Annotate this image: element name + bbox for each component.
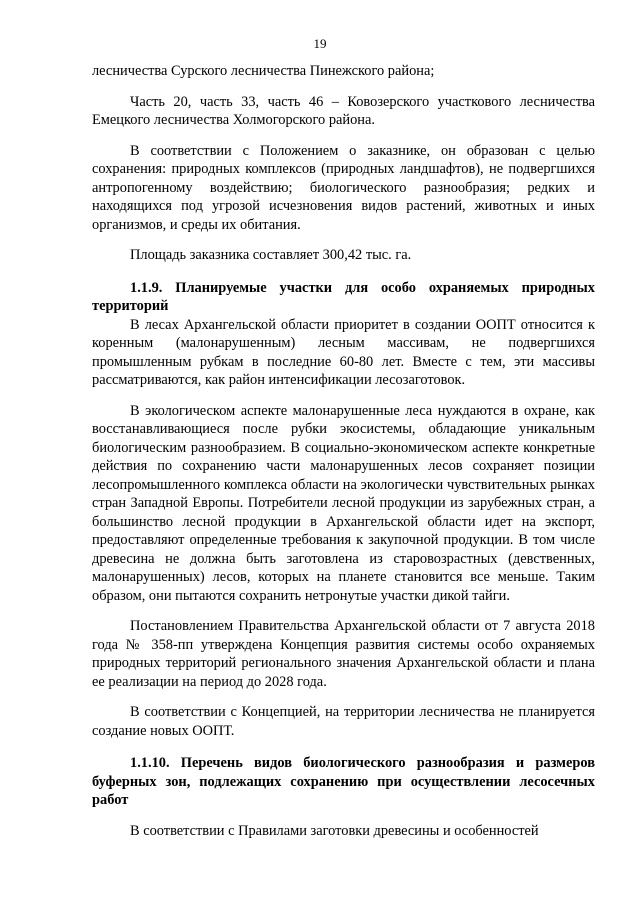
paragraph-government-decree: Постановлением Правительства Архангельской области от 7 августа 2018 года № 358-пп утверждена Концепция развития системы особо охраняемых природных территорий регионального значения Архангельской области и плана ее реализации на период до 2028 года. (92, 618, 595, 690)
paragraph-reserve-purpose: В соответствии с Положением о заказнике, он образован с целью сохранения: природных комплексов (природных ландшафтов), не подвергшихся антропогенному воздействию; биологического разнообразия; редких и находящихся под угрозой исчезновения видов растений, животных и иных организмов, и среды их обитания. (92, 142, 595, 233)
paragraph-no-new-areas: В соответствии с Концепцией, на территории лесничества не планируется создание новых ООПТ. (92, 704, 595, 739)
paragraph-priority-forests: В лесах Архангельской области приоритет в создании ООПТ относится к коренным (малонарушенным) лесным массивам, не подвергшихся промышленным рубкам в последние 60-80 лет. Вместе с тем, эти массивы рассматриваются, как район интенсификации лесозаготовок. (92, 316, 595, 388)
paragraph-kovozero: Часть 20, часть 33, часть 46 – Ковозерского участкового лесничества Емецкого лесничества Холмогорского района. (92, 93, 595, 128)
section-heading-1-1-9: 1.1.9. Планируемые участки для особо охраняемых природных территорий (92, 279, 595, 314)
section-heading-1-1-10: 1.1.10. Перечень видов биологического разнообразия и размеров буферных зон, подлежащих сохранению при осуществлении лесосечных работ (92, 755, 595, 808)
paragraph-continuation: лесничества Сурского лесничества Пинежского района; (92, 63, 435, 79)
document-body (92, 62, 595, 840)
paragraph-harvesting-rules: В соответствии с Правилами заготовки древесины и особенностей (130, 822, 539, 839)
paragraph-ecological-aspect: В экологическом аспекте малонарушенные леса нуждаются в охране, как восстанавливающиеся после рубки экосистемы, обладающие уникальным биологическим разнообразием. В социально-экономическом аспекте конкретные действия по сохранению части малонарушенных лесов сохраняет позиции лесопромышленного комплекса области на экологически чувствительных рынках стран Западной Европы. Потребители лесной продукции из зарубежных стран, а большинство лесной продукции в Архангельской области идет на экспорт, предоставляют определенные требования к закупочной продукции. В том числе древесина не должна быть заготовлена из старовозрастных (девственных, малонарушенных) лесов, которых на планете становится все меньше. Таким образом, они пытаются сохранить нетронутые участки дикой тайги. (92, 402, 595, 604)
page-number: 19 (313, 36, 327, 51)
paragraph-reserve-area: Площадь заказника составляет 300,42 тыс. га. (130, 247, 412, 263)
